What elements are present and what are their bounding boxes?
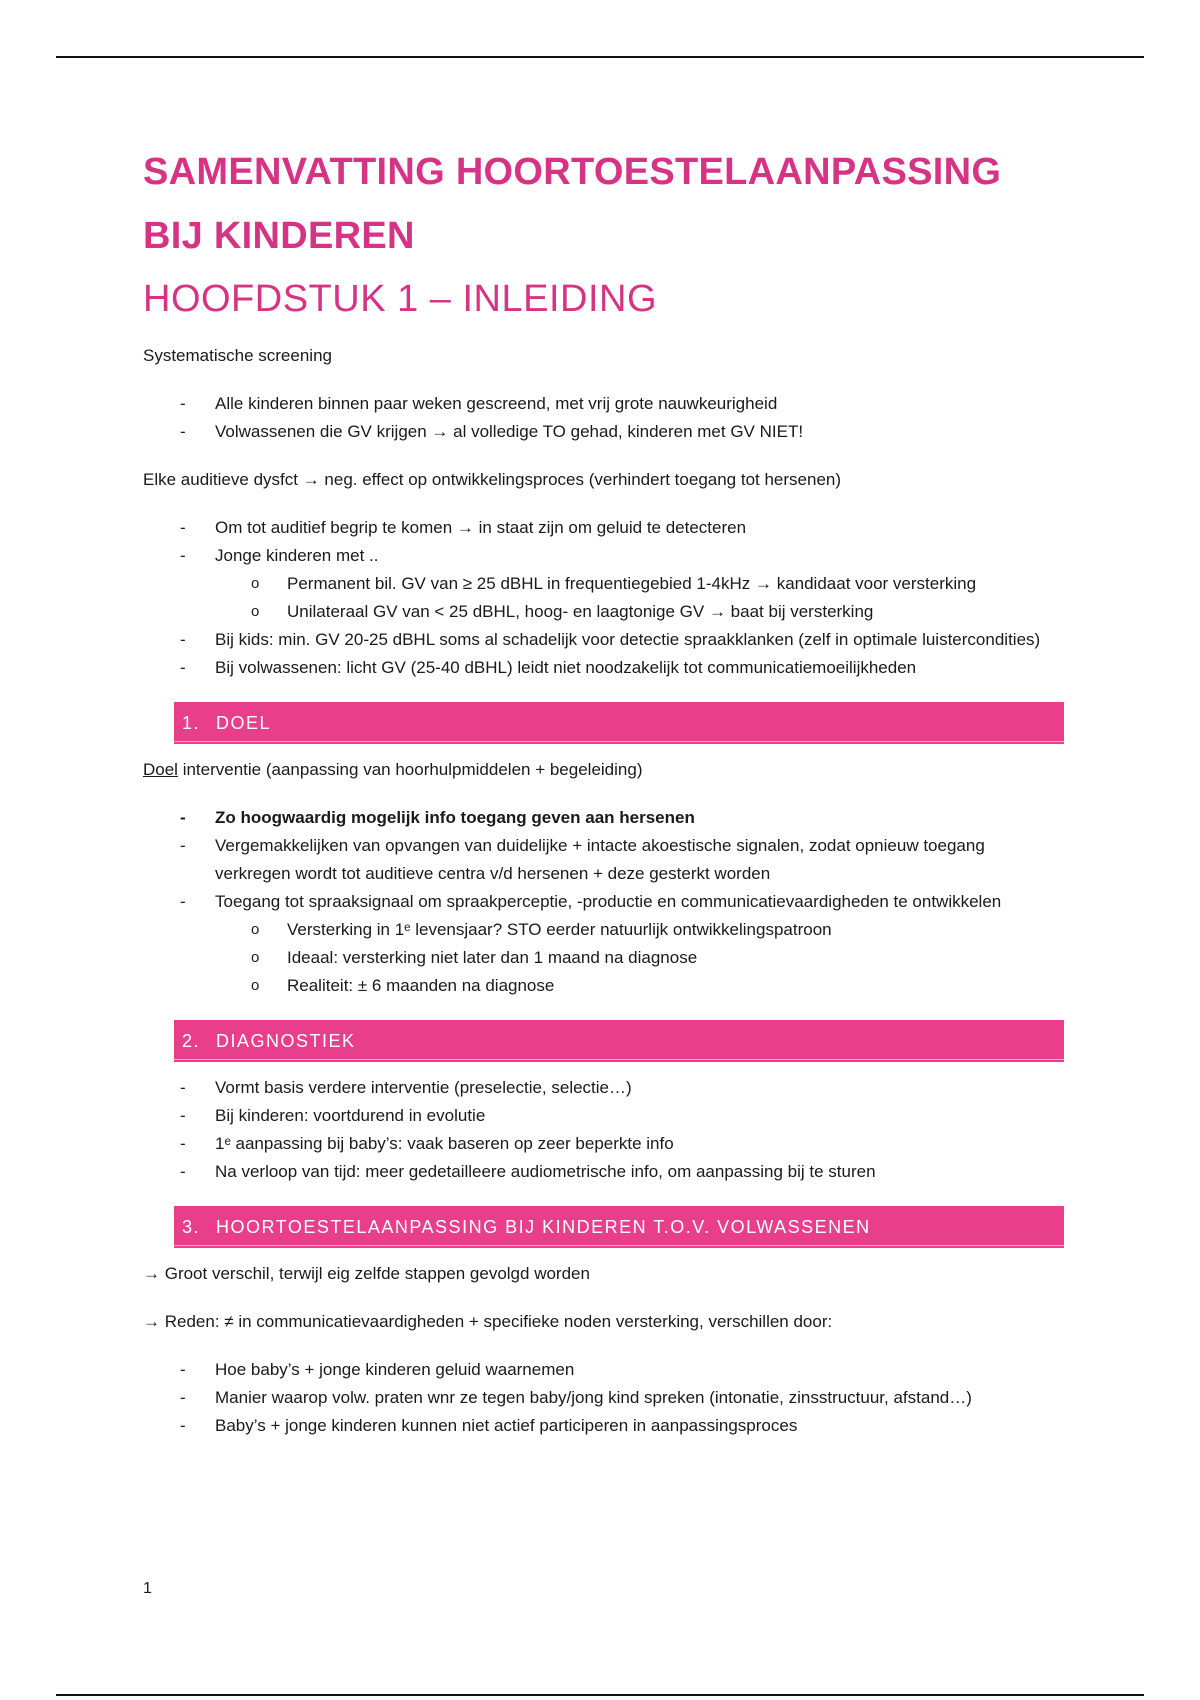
list-item: - Zo hoogwaardig mogelijk info toegang geven aan hersenen (143, 804, 1063, 832)
document-title (143, 140, 1063, 268)
list-item: - Na verloop van tijd: meer gedetailleere audiometrische info, om aanpassing bij te sturen (143, 1158, 1063, 1186)
verschil-line-1: → Groot verschil, terwijl eig zelfde stappen gevolgd worden (143, 1264, 590, 1283)
auditief-label: Elke auditieve dysfct → neg. effect op ontwikkelingsproces (verhindert toegang tot hersenen) (143, 470, 842, 489)
list-item: - Volwassenen die GV krijgen → al volledige TO gehad, kinderen met GV NIET! (143, 418, 1063, 446)
list-item (143, 888, 1063, 1000)
sub-list (215, 916, 1063, 1000)
header-rule (56, 56, 1144, 58)
doel-list (143, 804, 1063, 1000)
sub-list-item: o Ideaal: versterking niet later dan 1 maand na diagnose (143, 944, 1063, 972)
list-item: - Baby’s + jonge kinderen kunnen niet actief participeren in aanpassingsproces (143, 1412, 1063, 1440)
list-item: - Bij volwassenen: licht GV (25-40 dBHL) leidt niet noodzakelijk tot communicatiemoeilijkheden (143, 654, 1063, 682)
section-number: 2. (182, 1031, 201, 1051)
list-item: - 1ᵉ aanpassing bij baby’s: vaak baseren op zeer beperkte info (143, 1130, 1063, 1158)
section-number: 3. (182, 1217, 201, 1237)
list-item: - Vergemakkelijken van opvangen van duidelijke + intacte akoestische signalen, zodat opnieuw toegang verkregen wordt tot auditieve centra v/d hersenen + deze gesterkt worden (143, 832, 1063, 888)
title-line-2: BIJ KINDEREN (143, 215, 415, 257)
intro-list (143, 390, 1063, 446)
section-title: DIAGNOSTIEK (216, 1031, 356, 1051)
list-item: - Vormt basis verdere interventie (preselectie, selectie…) (143, 1074, 1063, 1102)
chapter-heading: HOOFDSTUK 1 – INLEIDING (143, 278, 658, 320)
doel-block (143, 756, 1063, 1000)
list-item: - Bij kids: min. GV 20-25 dBHL soms al schadelijk voor detectie spraakklanken (zelf in optimale luistercondities) (143, 626, 1063, 654)
sub-list-item: o Realiteit: ± 6 maanden na diagnose (143, 972, 1063, 1000)
title-line-1: SAMENVATTING HOORTOESTELAANPASSING (143, 151, 1002, 193)
footer-rule (56, 1694, 1144, 1696)
list-item: - Bij kinderen: voortdurend in evolutie (143, 1102, 1063, 1130)
document-body (143, 140, 1063, 1460)
verschil-block (143, 1260, 1063, 1440)
list-item: - Om tot auditief begrip te komen → in staat zijn om geluid te detecteren (143, 514, 1063, 542)
list-item: - Alle kinderen binnen paar weken gescreend, met vrij grote nauwkeurigheid (143, 390, 1063, 418)
section-title: HOORTOESTELAANPASSING BIJ KINDEREN T.O.V. VOLWASSENEN (216, 1217, 871, 1237)
sub-list (215, 570, 1063, 626)
section-heading-diagnostiek (174, 1020, 1064, 1062)
list-item-text: Toegang tot spraaksignaal om spraakperceptie, -productie en communicatievaardigheden te ontwikkelen (215, 892, 1002, 911)
section-title: DOEL (216, 713, 272, 733)
sub-list-item: o Permanent bil. GV van ≥ 25 dBHL in frequentiegebied 1-4kHz → kandidaat voor versterking (143, 570, 1063, 598)
page-number: 1 (143, 1580, 152, 1597)
list-item (143, 542, 1063, 626)
section-heading-doel (174, 702, 1064, 744)
intro-label: Systematische screening (143, 346, 332, 365)
doel-label-underlined: Doel (143, 760, 178, 779)
intro-block (143, 342, 1063, 446)
verschil-line-2: → Reden: ≠ in communicatievaardigheden + specifieke noden versterking, verschillen door: (143, 1312, 833, 1331)
list-item-text: Jonge kinderen met .. (215, 546, 379, 565)
auditief-block (143, 466, 1063, 682)
list-item: - Manier waarop volw. praten wnr ze tegen baby/jong kind spreken (intonatie, zinsstructuur, afstand…) (143, 1384, 1063, 1412)
list-item: - Hoe baby’s + jonge kinderen geluid waarnemen (143, 1356, 1063, 1384)
sub-list-item: o Versterking in 1ᵉ levensjaar? STO eerder natuurlijk ontwikkelingspatroon (143, 916, 1063, 944)
diagnostiek-block (143, 1074, 1063, 1186)
section-heading-kinderen-vs-volwassenen (174, 1206, 1064, 1248)
section-number: 1. (182, 713, 201, 733)
doel-label-rest: interventie (aanpassing van hoorhulpmiddelen + begeleiding) (177, 760, 643, 779)
verschil-list (143, 1356, 1063, 1440)
doel-label (143, 756, 1063, 784)
diagnostiek-list (143, 1074, 1063, 1186)
sub-list-item: o Unilateraal GV van < 25 dBHL, hoog- en laagtonige GV → baat bij versterking (143, 598, 1063, 626)
auditief-list (143, 514, 1063, 682)
